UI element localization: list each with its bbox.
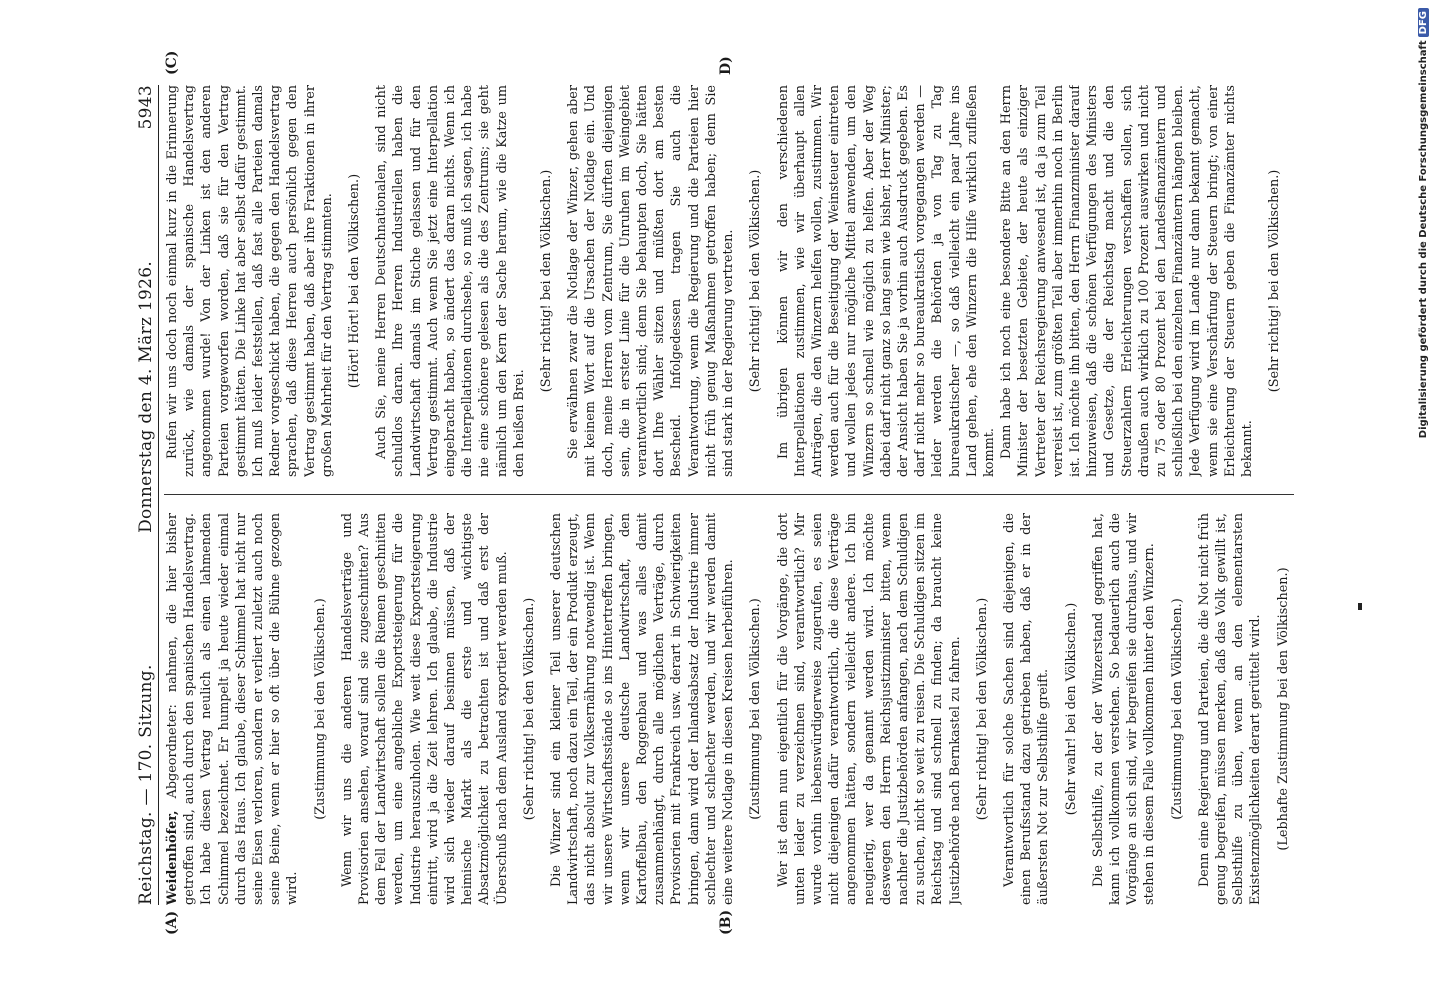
interjection: (Hört! Hört! bei den Völkischen.) (347, 173, 363, 389)
right-column (164, 85, 1294, 477)
paragraph (164, 513, 302, 905)
interjection: (Lebhafte Zustimmung bei den Völkischen.) (1275, 567, 1291, 851)
margin-marker-c: (C) (164, 50, 180, 75)
paragraph-text: nahmen, die hier bisher getroffen sind, auch durch den spanischen Handelsvertrag. Ich habe diesen Vertrag neulich als einen lahmenden Schimmel bezeichnet. Er humpelt ja heute wieder einmal durch das Haus. Ich glaube, dieser Schimmel hat nicht nur seine Eisen verloren, sondern er verliert zuletzt auch noch seine Beine, wenn er hier so oft über die Bühne gezogen wird. (165, 513, 301, 905)
interjection: (Sehr richtig! bei den Völkischen.) (521, 597, 537, 821)
speaker-role: Abgeordneter: (165, 704, 180, 799)
paragraph: Im übrigen können wir den verschiedenen Interpellationen zustimmen, wie wir überhaupt allen Anträgen, die den Winzern helfen wollen, zustimmen. Wir werden auch für die Beseitigung der Weinsteuer eintreten und wollen jedes nur mögliche Mittel anwenden, um den Winzern so schnell wie möglich zu helfen. Aber der Weg dabei darf nicht ganz so lang sein wie bisher, Herr Minister; der Ansicht haben Sie ja vorhin auch Ausdruck gegeben. Es darf nicht mehr so bureaukratisch vorgegangen werden — leider werden die Behörden ja von Tag zu Tag bureaukratischer —, so daß vielleicht ein paar Jahre ins Land gehen, ehe den Winzern die Hilfe wirklich zufließen kommt. (775, 85, 997, 477)
header-session: Reichstag. — 170. Sitzung. (136, 664, 156, 905)
header-page-number: 5943 (136, 85, 156, 130)
header-rule (158, 85, 159, 905)
paragraph: Rufen wir uns doch noch einmal kurz in die Erinnerung zurück, wie damals der spanische Handelsvertrag angenommen wurde! Von der Linken ist den anderen Parteien vorgeworfen worden, daß sie für den Vertrag gestimmt hätten. Die Linke hat aber selbst dafür gestimmt. Ich muß leider feststellen, daß fast alle Parteien damals Redner vorgeschickt haben, die gegen den Handelsvertrag sprachen, daß diese Herren auch persönlich gegen den Vertrag gestimmt haben, daß aber ihre Fraktionen in ihrer großen Mehrheit für den Vertrag stimmten. (165, 85, 335, 477)
side-credit-text (1418, 8, 1432, 988)
margin-marker-d: D) (718, 56, 734, 75)
page-header (120, 85, 156, 905)
interjection: (Sehr richtig! bei den Völkischen.) (1267, 169, 1283, 393)
paragraph: Verantwortlich für solche Sachen sind diejenigen, die einen Berufsstand dazu getrieben haben, daß er in der äußersten Not zur Selbsthilfe greift. (1001, 513, 1052, 905)
paragraph: Wer ist denn nun eigentlich für die Vorgänge, die dort unten leider zu verzeichnen sind, verantwortlich? Mir wurde vorhin liebenswürdigerweise zugerufen, es seien nicht diejenigen dafür verantwortlich, die diese Verträge angenommen hätten, sondern vielleicht andere. Ich bin neugierig, wer da genannt werden wird. Ich möchte deswegen den Herrn Reichsjustizminister bitten, wenn nachher die Justizbehörden anfangen, nach dem Schuldigen zu suchen, nicht so weit zu reisen. Die Schuldigen sitzen im Reichstag und sind schnell zu finden; da braucht keine Justizbehörde nach Bernkastel zu fahren. (775, 513, 963, 905)
left-column (164, 513, 1294, 905)
paragraph: Die Winzer sind ein kleiner Teil unserer deutschen Landwirtschaft, noch dazu ein Teil, der ein Produkt erzeugt, das nicht absolut zur Volksernährung notwendig ist. Wenn wir unsere Wirtschaftsstände so ins Hintertreffen bringen, wenn wir unsere deutsche Landwirtschaft, den Kartoffelbau, den Roggenbau und was alles damit zusammenhängt, durch alle möglichen Verträge, durch Provisorien mit Frankreich usw. derart in Schwierigkeiten bringen, dann wird der Inlandsabsatz der Industrie immer schlechter und schlechter werden, und wir werden damit eine weitere Notlage in diesen Kreisen herbeiführen. (549, 513, 737, 905)
interjection: (Sehr richtig! bei den Völkischen.) (539, 169, 555, 393)
side-credit (1418, 8, 1432, 988)
credit-text: Digitalisierung gefördert durch die Deutsche Forschungsgemeinschaft (1418, 40, 1429, 439)
print-speck (1358, 603, 1362, 610)
column-divider (164, 494, 1294, 495)
speaker-name: Weidenhöfer, (165, 810, 180, 905)
paragraph: Wenn wir uns die anderen Handelsverträge und Provisorien ansehen, worauf sind sie zugeschnitten? Aus dem Fell der Landwirtschaft sollen die Riemen geschnitten werden, um eine angebliche Exportsteigerung für die Industrie herauszuholen. Wie weit diese Exportsteigerung eintritt, wird ja die Zeit lehren. Ich glaube, die Industrie wird sich wieder darauf besinnen müssen, daß der heimische Markt als die erste und wichtigste Absatzmöglichkeit zu betrachten ist und daß erst der Überschuß nach dem Ausland exportiert werden muß. (339, 513, 510, 905)
margin-marker-b: (B) (718, 909, 734, 935)
interjection: (Sehr richtig! bei den Völkischen.) (748, 169, 764, 393)
interjection: (Sehr wahr! bei den Völkischen.) (1063, 602, 1079, 816)
interjection: (Zustimmung bei den Völkischen.) (1169, 598, 1185, 820)
rotated-page (120, 50, 1305, 935)
interjection: (Zustimmung bei den Völkischen.) (312, 598, 328, 820)
dfg-logo: DFG (1418, 8, 1429, 37)
paragraph: Sie erwähnen zwar die Notlage der Winzer, gehen aber mit keinem Wort auf die Ursachen der Notlage ein. Und doch, meine Herren vom Zentrum, Sie dürften diejenigen sein, die in erster Linie für die Unruhen im Weingebiet verantwortlich sind; denn Sie behaupten doch, Sie hätten dort Ihre Wähler sitzen und müßten dort am besten Bescheid. Infolgedessen tragen Sie auch die Verantwortung, wenn die Regierung und die Parteien hier nicht früh genug Maßnahmen getroffen haben; denn Sie sind stark in der Regierung vertreten. (566, 85, 737, 477)
paragraph: Dann habe ich noch eine besondere Bitte an den Herrn Minister der besetzten Gebiete, der heute als einziger Vertreter der Reichsregierung anwesend ist, da ja zum Teil verreist ist, zum größten Teil aber immerhin noch in Berlin ist. Ich möchte ihn bitten, den Herrn Finanzminister darauf hinzuweisen, daß die schönen Verfügungen des Ministers und Gesetze, die der Reichstag macht und die den Steuerzahlern Erleichterungen verschaffen sollen, sich draußen auch wirklich zu 100 Prozent auswirken und nicht zu 75 oder 80 Prozent bei den Landesfinanzämtern und schließlich bei den einzelnen Finanzämtern hängen bleiben. Jede Verfügung wird im Lande nur dann bekannt gemacht, wenn sie eine Verschärfung der Steuern bringt; von einer Erleichterung der Steuern geben die Finanzämter nichts bekannt. (999, 85, 1255, 477)
margin-marker-a: (A) (164, 910, 180, 935)
document-page (120, 50, 1305, 935)
interjection: (Zustimmung bei den Völkischen.) (748, 598, 764, 820)
paragraph: Die Selbsthilfe, zu der der Winzerstand gegriffen hat, kann ich vollkommen verstehen. So bedauerlich auch die Vorgänge an sich sind, wir begreifen sie durchaus, und wir stehen in diesem Falle vollkommen hinter den Winzern. (1090, 513, 1158, 905)
header-date: Donnerstag den 4. März 1926. (136, 260, 156, 533)
interjection: (Sehr richtig! bei den Völkischen.) (974, 597, 990, 821)
paragraph: Denn eine Regierung und Parteien, die die Not nicht früh genug begreifen, müssen merken, daß das Volk gewillt ist, Selbsthilfe zu üben, wenn an den elementarsten Existenzmöglichkeiten derart gerüttelt wird. (1196, 513, 1264, 905)
paragraph: Auch Sie, meine Herren Deutschnationalen, sind nicht schuldlos daran. Ihre Herren Industriellen haben die Landwirtschaft damals im Stiche gelassen und für den Vertrag gestimmt. Auch wenn Sie jetzt eine Interpellation eingebracht haben, so ändert das daran nichts. Wenn ich die Interpellationen durchsehe, so muß ich sagen, ich habe nie eine schönere gelesen als die des Zentrums; sie geht nämlich um den Kern der Sache herum, wie die Katze um den heißen Brei. (374, 85, 527, 477)
